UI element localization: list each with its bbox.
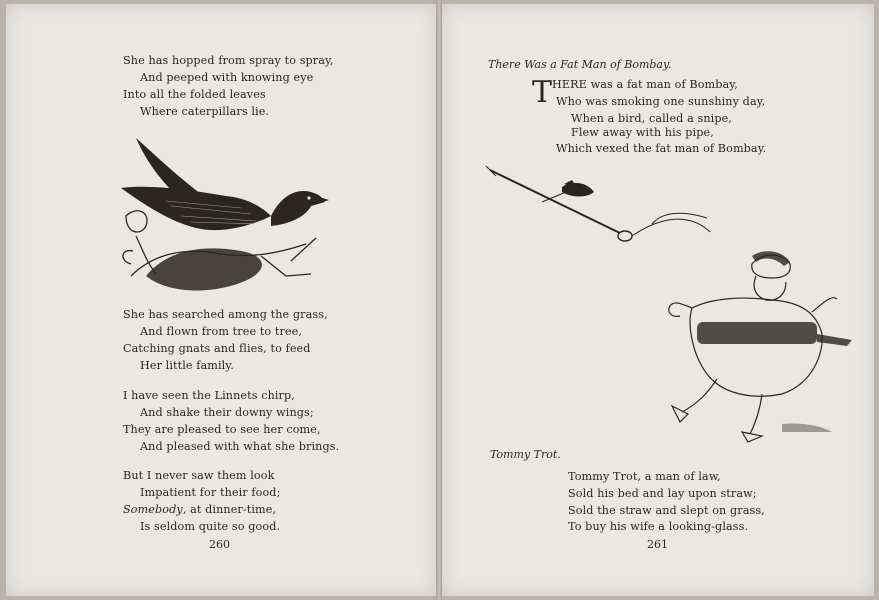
page-number: 260 (209, 538, 230, 551)
poem-line: I have seen the Linnets chirp, (123, 389, 295, 402)
poem-line: She has searched among the grass, (123, 308, 328, 321)
poem-line: And flown from tree to tree, (140, 325, 303, 338)
poem-line: Sold his bed and lay upon straw; (568, 487, 757, 500)
italic-word: Somebody (123, 503, 183, 516)
poem-line (123, 503, 276, 516)
poem-line: To buy his wife a looking-glass. (568, 520, 749, 533)
poem-line: Flew away with his pipe, (571, 126, 714, 139)
line-rest: , at dinner-time, (182, 503, 277, 516)
poem-line: And shake their downy wings; (140, 406, 314, 419)
poem-line: She has hopped from spray to spray, (123, 54, 334, 67)
right-page (442, 4, 874, 596)
poem-title: Tommy Trot. (490, 448, 561, 461)
poem-line: Where caterpillars lie. (140, 105, 270, 118)
poem-line: But I never saw them look (123, 469, 275, 482)
left-page (6, 4, 436, 596)
page-number: 261 (647, 538, 668, 551)
crow-on-branch-illustration (111, 126, 331, 296)
drop-cap: T (532, 75, 553, 110)
fat-man-illustration (652, 244, 852, 444)
snipe-pipe-illustration (482, 162, 722, 252)
poem-line: Catching gnats and flies, to feed (123, 342, 311, 355)
poem-line: Which vexed the fat man of Bombay. (556, 142, 767, 155)
poem-line: Is seldom quite so good. (140, 520, 281, 533)
poem-line: Into all the folded leaves (123, 88, 266, 101)
poem-line: They are pleased to see her come, (123, 423, 321, 436)
poem-line: HERE was a fat man of Bombay, (552, 78, 738, 91)
poem-line: Impatient for their food; (140, 486, 281, 499)
poem-line: Who was smoking one sunshiny day, (556, 95, 766, 108)
poem-line: Sold the straw and slept on grass, (568, 504, 765, 517)
poem-title: There Was a Fat Man of Bombay. (488, 58, 672, 71)
poem-line: And peeped with knowing eye (140, 71, 314, 84)
poem-line: Tommy Trot, a man of law, (568, 470, 721, 483)
poem-line: And pleased with what she brings. (140, 440, 340, 453)
poem-line: Her little family. (140, 359, 234, 372)
poem-line: When a bird, called a snipe, (571, 112, 732, 125)
